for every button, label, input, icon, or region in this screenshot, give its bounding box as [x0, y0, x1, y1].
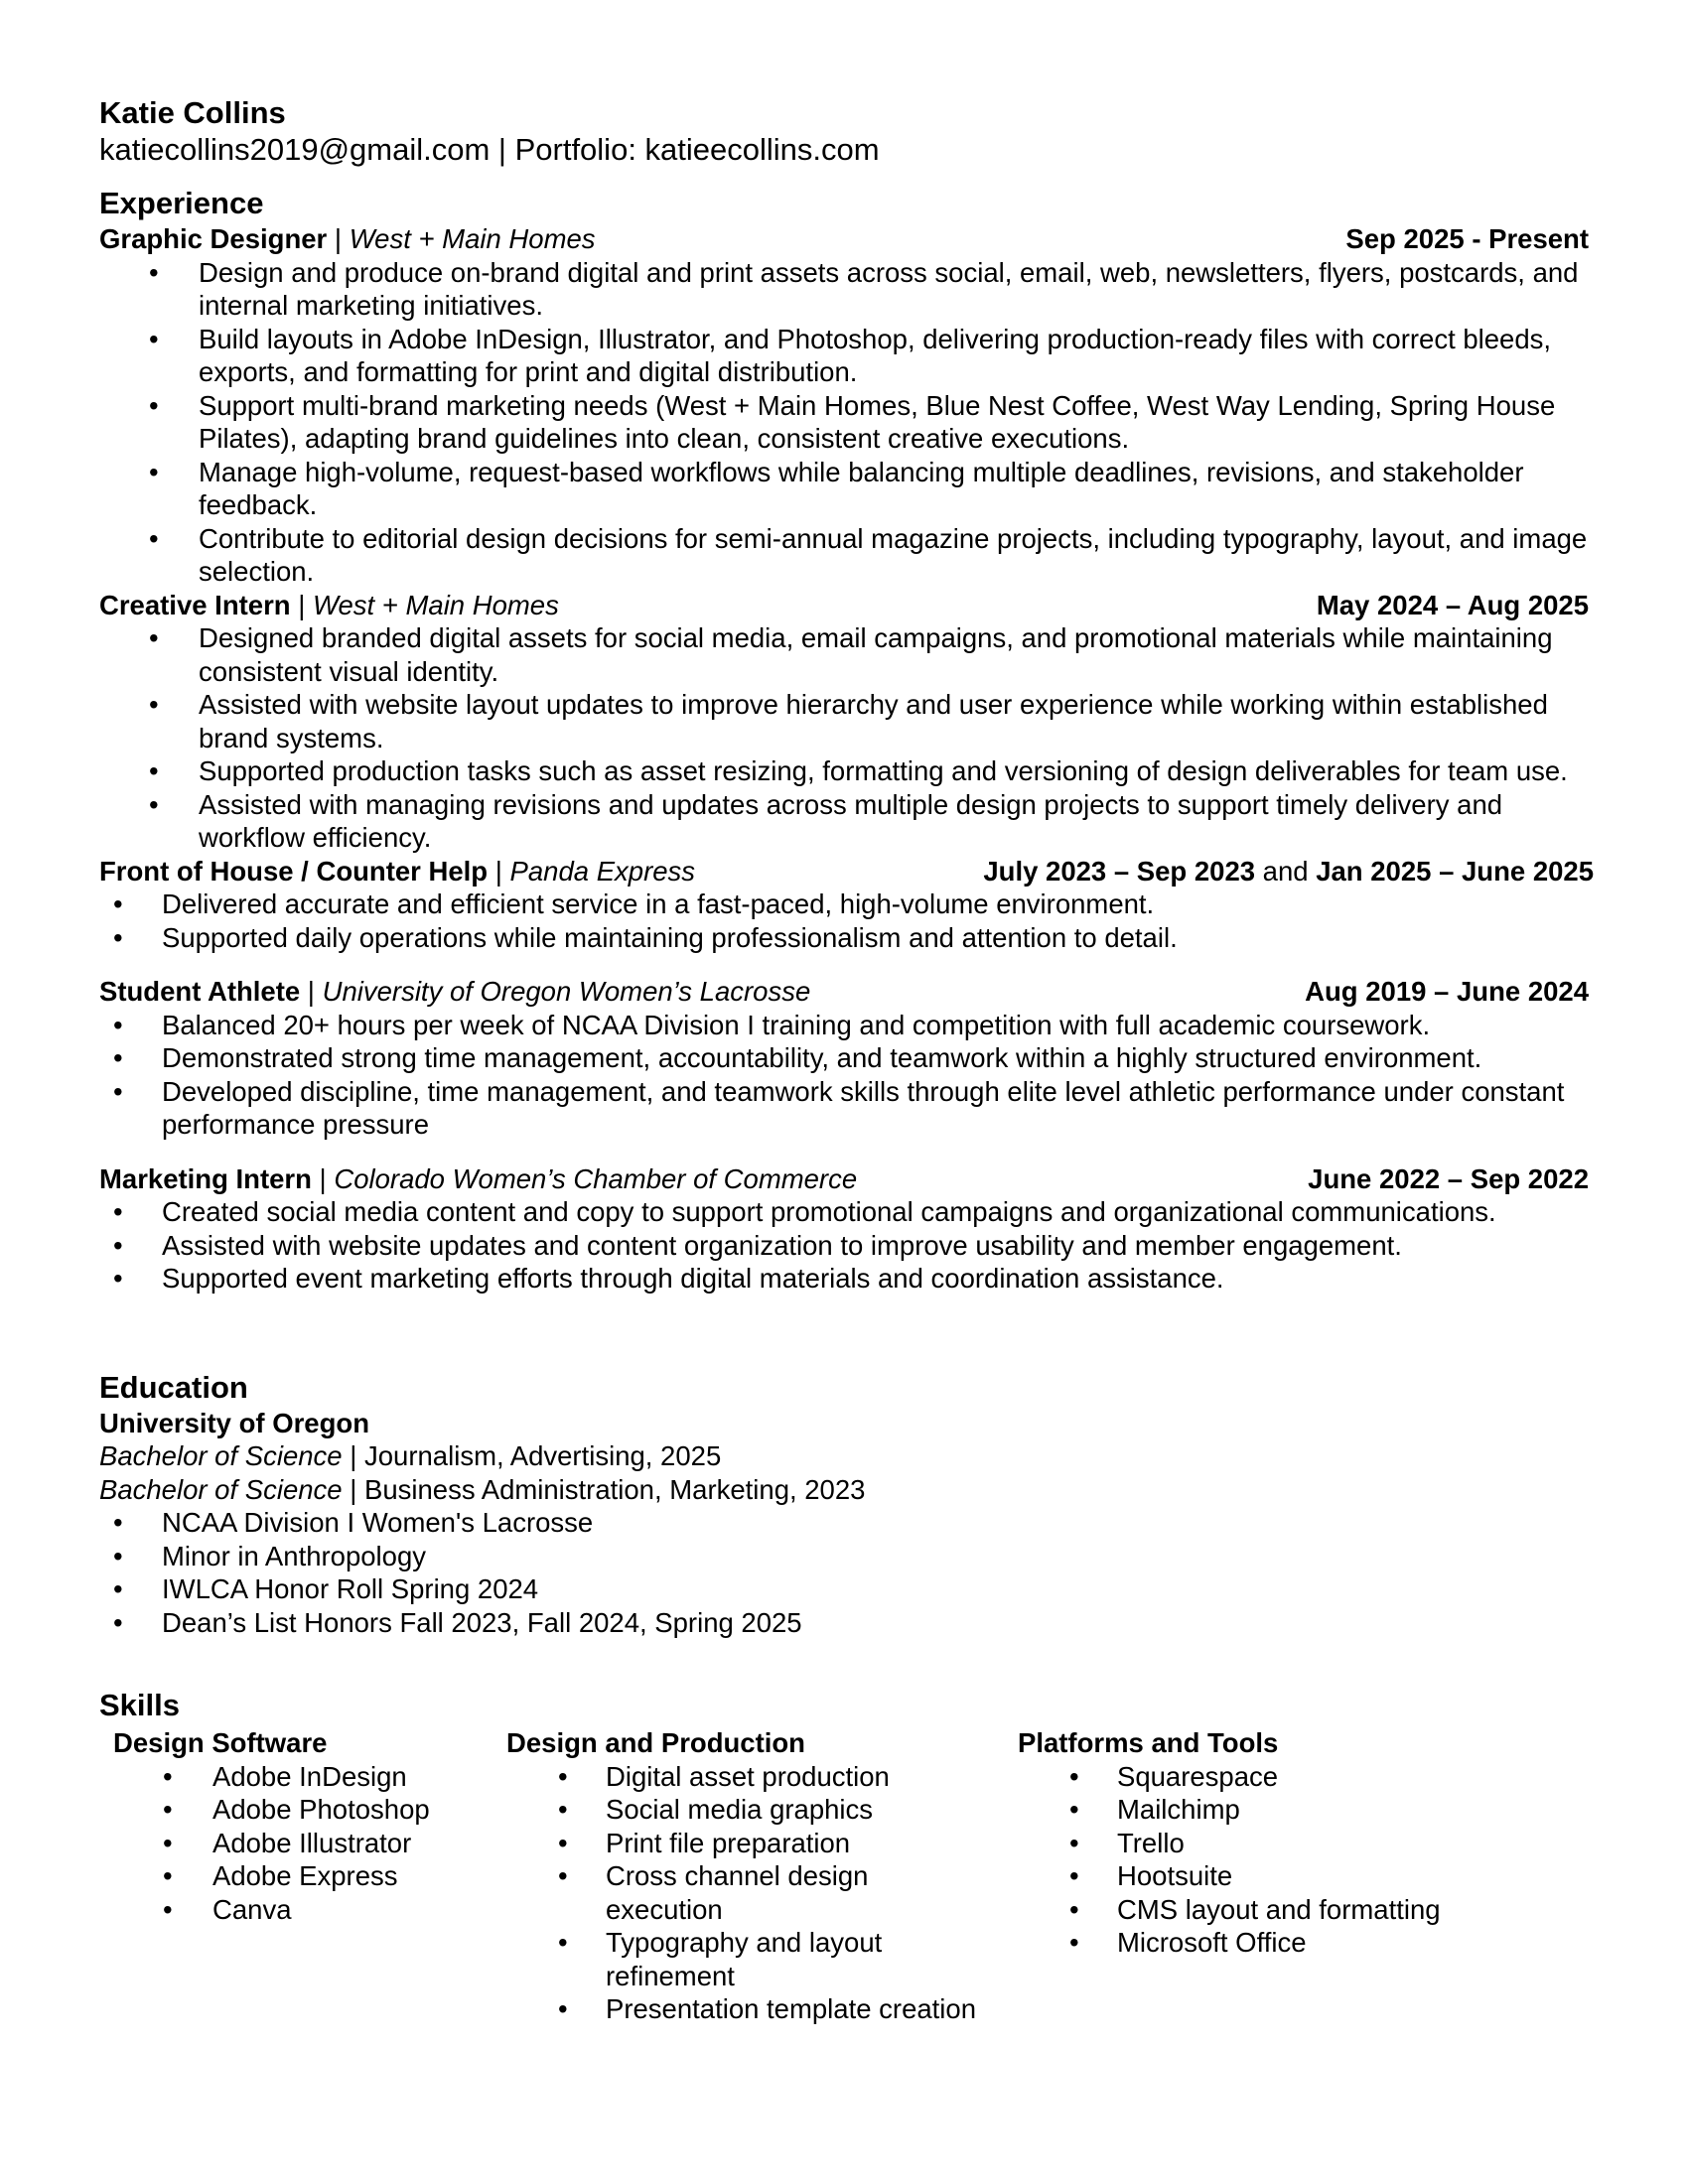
organization: West + Main Homes [349, 223, 596, 254]
list-item: • Delivered accurate and efficient service in a fast-paced, high-volume environment. [99, 887, 1589, 921]
organization: West + Main Homes [313, 589, 559, 620]
list-item: • Microsoft Office [1018, 1926, 1534, 1960]
list-item: • Canva [113, 1893, 506, 1927]
job-header [99, 222, 1589, 256]
job-title: Front of House / Counter Help [99, 855, 489, 887]
job-dates-second: Jan 2025 – June 2025 [1316, 855, 1594, 887]
job-dates: Aug 2019 – June 2024 [1305, 976, 1589, 1007]
list-item: • Build layouts in Adobe InDesign, Illustrator, and Photoshop, delivering production-ready files with correct bleeds, exports, and formatting for print and digital distribution. [99, 323, 1589, 389]
skills-column-title: Design Software [113, 1727, 328, 1758]
list-item: • NCAA Division I Women's Lacrosse [99, 1506, 1589, 1540]
separator: | [311, 1162, 335, 1194]
contact-line: katiecollins2019@gmail.com | Portfolio: katieecollins.com [99, 132, 880, 167]
separator: | [327, 223, 350, 254]
list-item: • Typography and layout refinement [506, 1926, 978, 1992]
organization: Colorado Women’s Chamber of Commerce [334, 1162, 858, 1194]
job-header [99, 1162, 1589, 1196]
list-item: • Digital asset production [506, 1760, 978, 1794]
experience-heading: Experience [99, 186, 264, 220]
separator: | [488, 855, 510, 887]
list-item: • Social media graphics [506, 1793, 978, 1827]
list-item: • Support multi-brand marketing needs (West + Main Homes, Blue Nest Coffee, West Way Lending, Spring House Pilates), adapting brand guidelines into clean, consistent creative executions. [99, 389, 1589, 456]
list-item: • Supported production tasks such as asset resizing, formatting and versioning of design deliverables for team use. [99, 754, 1589, 788]
degree-type: Bachelor of Science [99, 1473, 343, 1505]
job-title-line [99, 855, 695, 888]
job-title-line [99, 975, 810, 1009]
list-item: • Designed branded digital assets for social media, email campaigns, and promotional materials while maintaining consistent visual identity. [99, 621, 1589, 688]
list-item: • Design and produce on-brand digital and print assets across social, email, web, newsletters, flyers, postcards, and internal marketing initiatives. [99, 256, 1589, 323]
list-item: • Balanced 20+ hours per week of NCAA Division I training and competition with full academic coursework. [99, 1009, 1589, 1042]
job-graphic-designer [99, 222, 1589, 589]
skills-column-design-software [99, 1726, 506, 2026]
job-bullets [99, 256, 1589, 589]
skills-list [1018, 1760, 1534, 1960]
job-marketing-intern [99, 1162, 1589, 1296]
list-item: • Print file preparation [506, 1827, 978, 1860]
job-dates: May 2024 – Aug 2025 [1316, 589, 1589, 620]
list-item: • Presentation template creation [506, 1992, 978, 2026]
job-title: Student Athlete [99, 976, 301, 1007]
degree-detail: | Business Administration, Marketing, 2023 [342, 1473, 866, 1505]
list-item: • Contribute to editorial design decisions for semi-annual magazine projects, including typography, layout, and image selection. [99, 522, 1589, 589]
list-item: • Squarespace [1018, 1760, 1534, 1794]
job-bullets [99, 621, 1589, 855]
separator: | [300, 976, 323, 1007]
list-item: • Demonstrated strong time management, accountability, and teamwork within a highly structured environment. [99, 1041, 1589, 1075]
candidate-name: Katie Collins [99, 95, 286, 130]
skills-column-title: Design and Production [506, 1727, 805, 1758]
job-bullets [99, 1195, 1589, 1296]
skills-columns [99, 1726, 1589, 2026]
job-bullets [99, 1009, 1589, 1142]
job-dates [983, 855, 1594, 888]
list-item: • Trello [1018, 1827, 1534, 1860]
job-dates-and: and [1255, 855, 1317, 887]
list-item: • Mailchimp [1018, 1793, 1534, 1827]
separator: | [290, 589, 314, 620]
organization: Panda Express [509, 855, 696, 887]
list-item: • Assisted with website updates and content organization to improve usability and member engagement. [99, 1229, 1589, 1263]
list-item: • IWLCA Honor Roll Spring 2024 [99, 1572, 1589, 1606]
organization: University of Oregon Women’s Lacrosse [322, 976, 811, 1007]
job-dates: Sep 2025 - Present [1345, 223, 1589, 254]
job-title-line [99, 1162, 857, 1196]
job-creative-intern [99, 589, 1589, 855]
job-header [99, 855, 1594, 888]
job-title-line [99, 222, 596, 256]
list-item: • Created social media content and copy to support promotional campaigns and organizational communications. [99, 1195, 1589, 1229]
degree-line [99, 1473, 1589, 1507]
list-item: • CMS layout and formatting [1018, 1893, 1534, 1927]
list-item: • Adobe Photoshop [113, 1793, 506, 1827]
list-item: • Supported daily operations while maintaining professionalism and attention to detail. [99, 921, 1589, 955]
list-item: • Adobe InDesign [113, 1760, 506, 1794]
job-dates: June 2022 – Sep 2022 [1308, 1162, 1589, 1194]
list-item: • Cross channel design execution [506, 1859, 978, 1926]
list-item: • Supported event marketing efforts through digital materials and coordination assistance. [99, 1262, 1589, 1296]
school-name: University of Oregon [99, 1407, 369, 1438]
list-item: • Manage high-volume, request-based workflows while balancing multiple deadlines, revisions, and stakeholder feedback. [99, 456, 1589, 522]
education-bullets [99, 1506, 1589, 1639]
skills-column-platforms-tools [1018, 1726, 1534, 2026]
skills-list [506, 1760, 978, 2026]
job-title: Marketing Intern [99, 1162, 312, 1194]
job-student-athlete [99, 975, 1589, 1142]
list-item: • Assisted with managing revisions and updates across multiple design projects to support timely delivery and workflow efficiency. [99, 788, 1589, 855]
job-header [99, 975, 1589, 1009]
list-item: • Minor in Anthropology [99, 1540, 1589, 1573]
degree-line [99, 1439, 1589, 1473]
degree-detail: | Journalism, Advertising, 2025 [342, 1440, 722, 1471]
degree-type: Bachelor of Science [99, 1440, 343, 1471]
job-dates-first: July 2023 – Sep 2023 [983, 855, 1256, 887]
list-item: • Assisted with website layout updates to improve hierarchy and user experience while working within established brand systems. [99, 688, 1589, 754]
job-front-of-house [99, 855, 1594, 955]
list-item: • Developed discipline, time management, and teamwork skills through elite level athletic performance under constant performance pressure [99, 1075, 1589, 1142]
job-title: Graphic Designer [99, 223, 328, 254]
list-item: • Hootsuite [1018, 1859, 1534, 1893]
skills-heading: Skills [99, 1688, 180, 1722]
education-heading: Education [99, 1369, 248, 1405]
job-header [99, 589, 1589, 622]
list-item: • Adobe Express [113, 1859, 506, 1893]
list-item: • Dean’s List Honors Fall 2023, Fall 2024, Spring 2025 [99, 1606, 1589, 1640]
skills-column-title: Platforms and Tools [1018, 1727, 1279, 1758]
job-title: Creative Intern [99, 589, 291, 620]
skills-column-design-production [506, 1726, 1018, 2026]
skills-list [113, 1760, 506, 1927]
list-item: • Adobe Illustrator [113, 1827, 506, 1860]
job-bullets [99, 887, 1589, 954]
job-title-line [99, 589, 559, 622]
